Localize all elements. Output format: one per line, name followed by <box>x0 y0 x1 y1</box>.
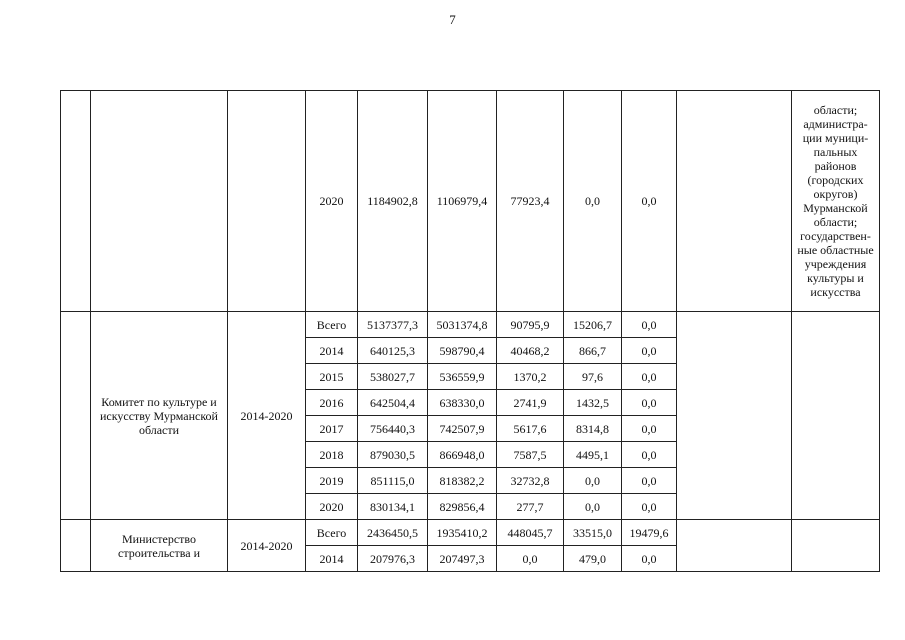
value-cell: 742507,9 <box>428 416 497 442</box>
total-value-cell: 538027,7 <box>358 364 428 390</box>
value-cell: 0,0 <box>622 364 677 390</box>
empty-cell <box>61 520 91 572</box>
value-cell: 0,0 <box>622 416 677 442</box>
value-cell: 0,0 <box>622 442 677 468</box>
value-cell: 0,0 <box>564 91 622 312</box>
value-cell: 448045,7 <box>497 520 564 546</box>
budget-table <box>60 90 880 572</box>
value-cell: 0,0 <box>622 494 677 520</box>
table-row <box>61 91 880 312</box>
year-cell: Всего <box>306 520 358 546</box>
empty-cell <box>792 520 880 572</box>
year-cell: 2015 <box>306 364 358 390</box>
value-cell: 479,0 <box>564 546 622 572</box>
year-cell: 2018 <box>306 442 358 468</box>
empty-cell <box>91 91 228 312</box>
value-cell: 0,0 <box>622 390 677 416</box>
value-cell: 536559,9 <box>428 364 497 390</box>
empty-cell <box>228 91 306 312</box>
value-cell: 207497,3 <box>428 546 497 572</box>
value-cell: 33515,0 <box>564 520 622 546</box>
total-value-cell: 640125,3 <box>358 338 428 364</box>
empty-cell <box>677 520 792 572</box>
value-cell: 0,0 <box>622 312 677 338</box>
value-cell: 40468,2 <box>497 338 564 364</box>
value-cell: 7587,5 <box>497 442 564 468</box>
empty-cell <box>792 312 880 520</box>
total-value-cell: 2436450,5 <box>358 520 428 546</box>
value-cell: 1106979,4 <box>428 91 497 312</box>
value-cell: 829856,4 <box>428 494 497 520</box>
value-cell: 4495,1 <box>564 442 622 468</box>
total-value-cell: 851115,0 <box>358 468 428 494</box>
value-cell: 0,0 <box>497 546 564 572</box>
executors-note: области; администра-ции муници-пальных районов (городских округов) Мурманской области; государствен-ные областные учреждения культуры и искусства <box>792 91 880 312</box>
total-value-cell: 1184902,8 <box>358 91 428 312</box>
executor-name: Министерство строительства и <box>91 520 228 572</box>
value-cell: 0,0 <box>622 468 677 494</box>
empty-cell <box>61 91 91 312</box>
total-value-cell: 207976,3 <box>358 546 428 572</box>
year-cell: 2020 <box>306 91 358 312</box>
value-cell: 0,0 <box>622 546 677 572</box>
value-cell: 818382,2 <box>428 468 497 494</box>
period-cell: 2014-2020 <box>228 520 306 572</box>
value-cell: 638330,0 <box>428 390 497 416</box>
value-cell: 15206,7 <box>564 312 622 338</box>
value-cell: 866,7 <box>564 338 622 364</box>
total-value-cell: 642504,4 <box>358 390 428 416</box>
value-cell: 19479,6 <box>622 520 677 546</box>
value-cell: 0,0 <box>564 494 622 520</box>
year-cell: 2020 <box>306 494 358 520</box>
year-cell: 2014 <box>306 546 358 572</box>
value-cell: 97,6 <box>564 364 622 390</box>
value-cell: 866948,0 <box>428 442 497 468</box>
year-cell: 2017 <box>306 416 358 442</box>
period-cell: 2014-2020 <box>228 312 306 520</box>
total-value-cell: 830134,1 <box>358 494 428 520</box>
value-cell: 0,0 <box>564 468 622 494</box>
value-cell: 77923,4 <box>497 91 564 312</box>
value-cell: 598790,4 <box>428 338 497 364</box>
value-cell: 8314,8 <box>564 416 622 442</box>
total-value-cell: 879030,5 <box>358 442 428 468</box>
value-cell: 1432,5 <box>564 390 622 416</box>
total-value-cell: 756440,3 <box>358 416 428 442</box>
value-cell: 32732,8 <box>497 468 564 494</box>
page-number: 7 <box>449 12 456 27</box>
value-cell: 277,7 <box>497 494 564 520</box>
table-row <box>61 520 880 546</box>
empty-cell <box>677 91 792 312</box>
value-cell: 1935410,2 <box>428 520 497 546</box>
empty-cell <box>61 312 91 520</box>
year-cell: 2014 <box>306 338 358 364</box>
value-cell: 5617,6 <box>497 416 564 442</box>
year-cell: 2019 <box>306 468 358 494</box>
total-value-cell: 5137377,3 <box>358 312 428 338</box>
value-cell: 0,0 <box>622 338 677 364</box>
value-cell: 0,0 <box>622 91 677 312</box>
value-cell: 2741,9 <box>497 390 564 416</box>
year-cell: 2016 <box>306 390 358 416</box>
table-row <box>61 312 880 338</box>
value-cell: 5031374,8 <box>428 312 497 338</box>
executor-name: Комитет по культуре и искусству Мурманской области <box>91 312 228 520</box>
year-cell: Всего <box>306 312 358 338</box>
value-cell: 1370,2 <box>497 364 564 390</box>
empty-cell <box>677 312 792 520</box>
value-cell: 90795,9 <box>497 312 564 338</box>
